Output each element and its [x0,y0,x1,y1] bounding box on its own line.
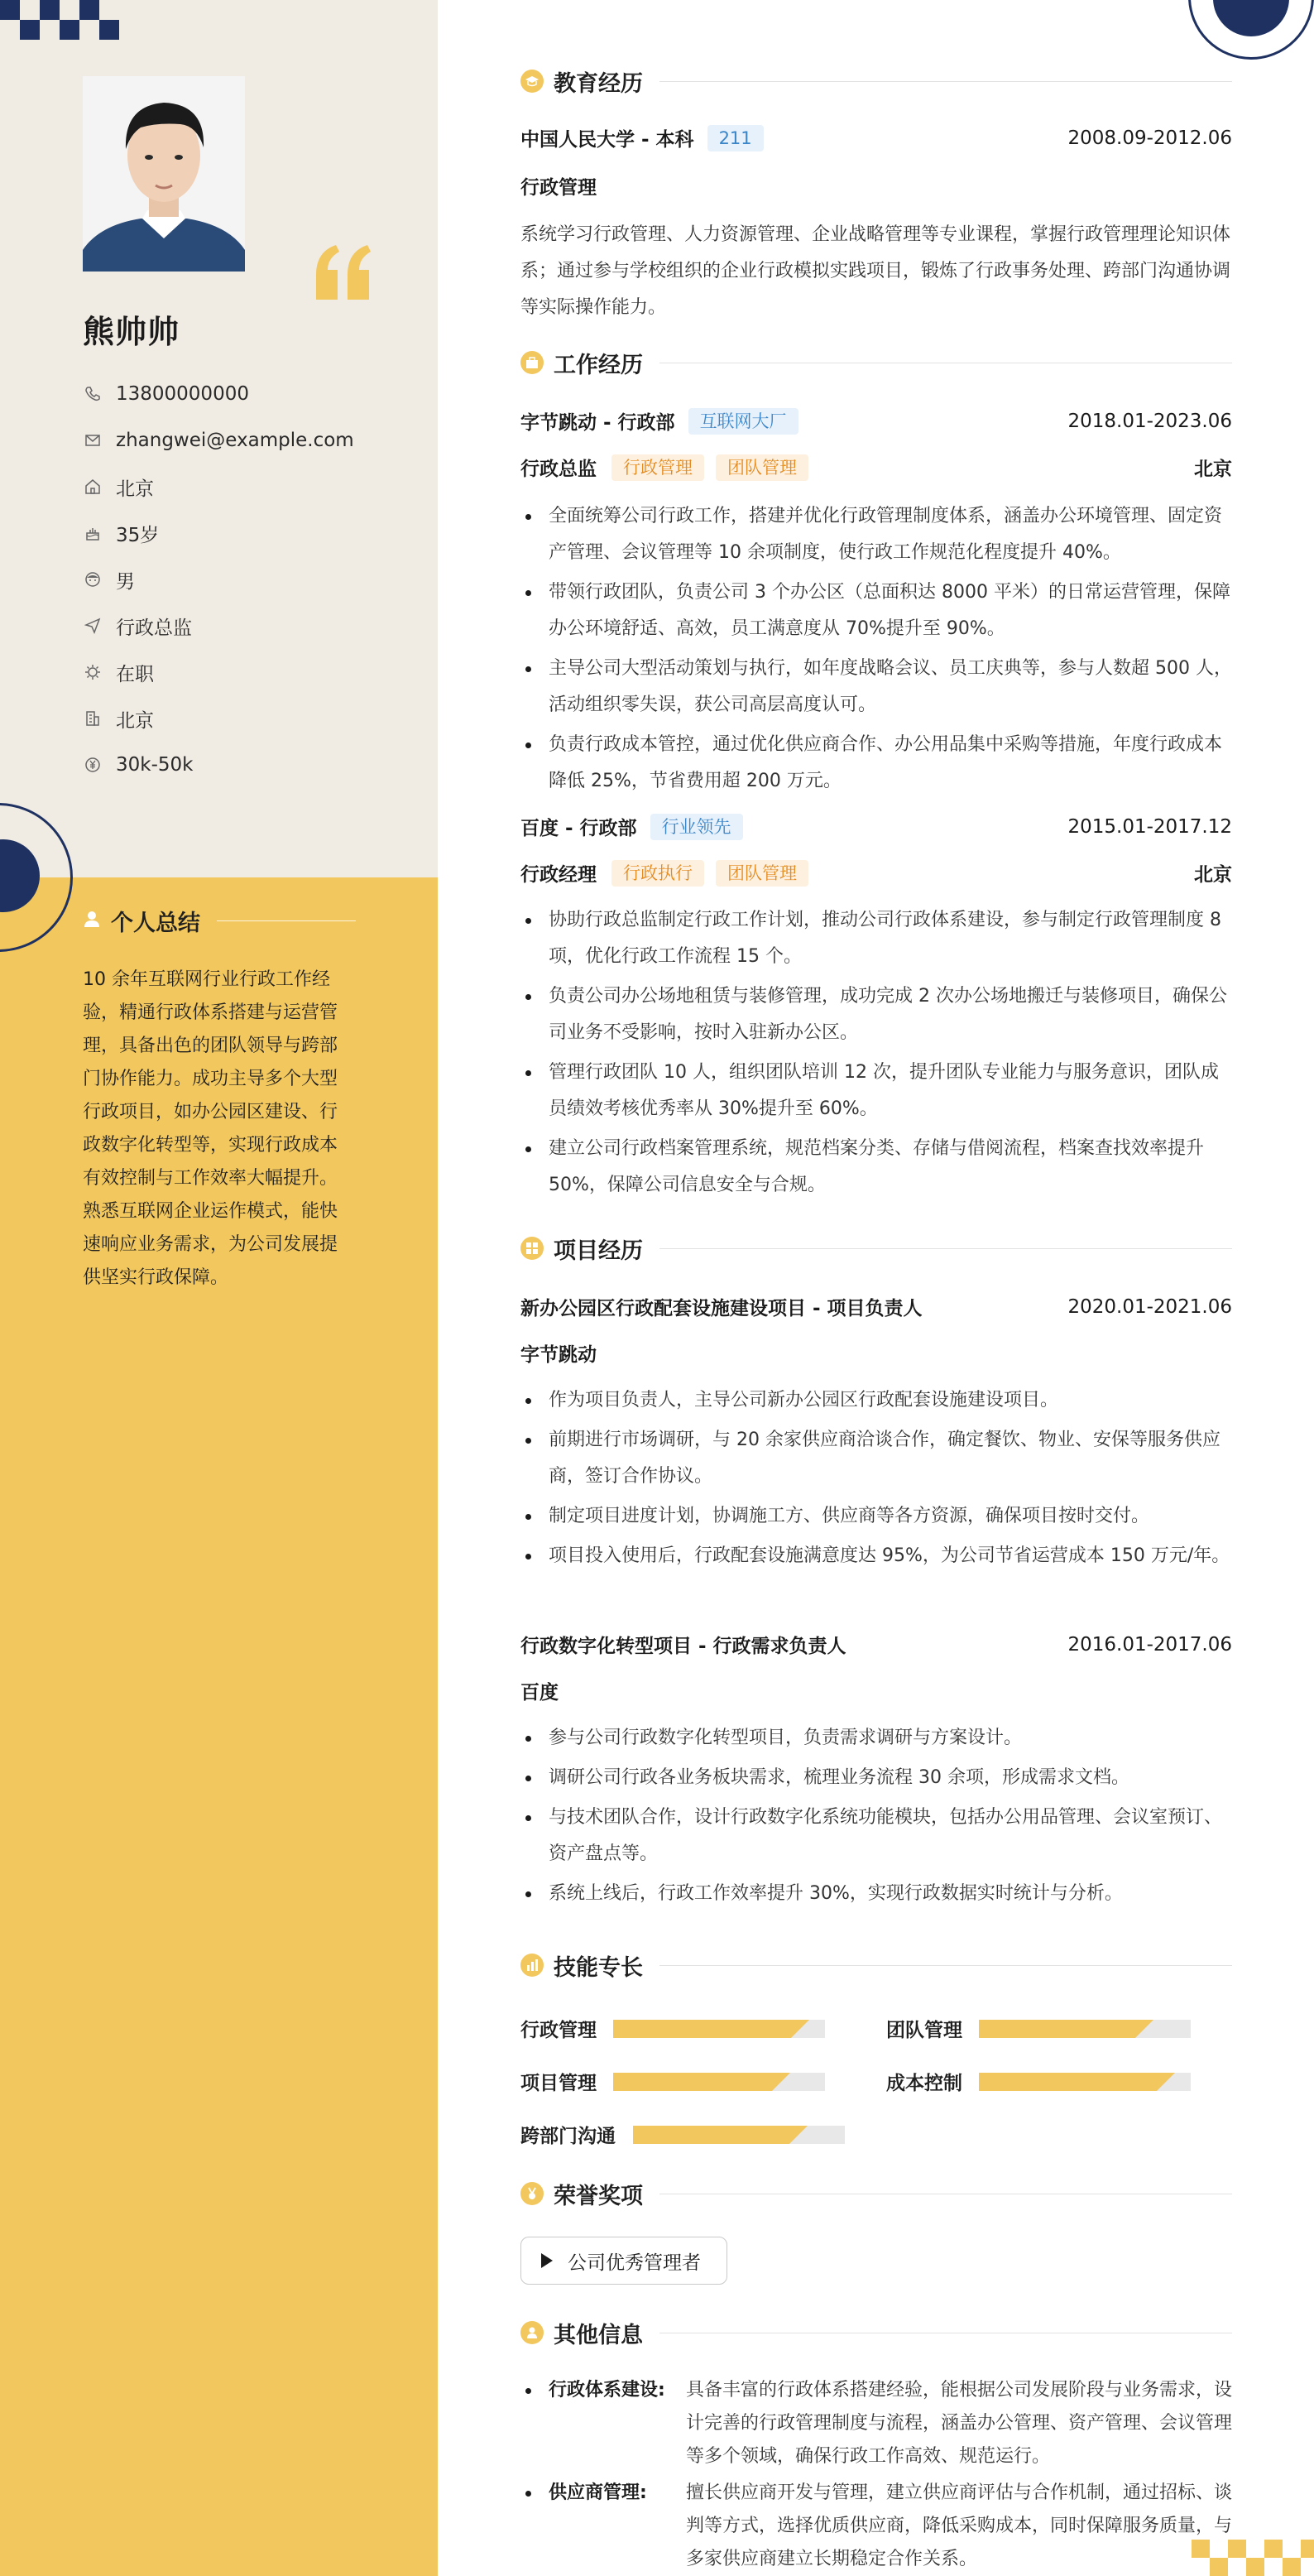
job-2-skill-1: 行政执行 [611,860,704,887]
status-icon [83,662,103,682]
project-2-org-row [520,1677,1232,1704]
skill-bar [633,2126,845,2144]
contact-work-city: 北京 [83,695,430,742]
person-face-icon [83,570,103,589]
school-tag: 211 [707,125,764,151]
job-2-tag: 行业领先 [650,814,743,840]
list-item: 供应商管理: 擅长供应商开发与管理，建立供应商评估与合作机制，通过招标、谈判等方式，选择优质供应商，降低采购成本，同时保障服务质量，与多家供应商建立长期稳定合作关系。 [520,2477,1232,2576]
project-2-bullets [520,1720,1232,1915]
job-2-city: 北京 [1194,864,1232,886]
list-item: 全面统筹公司行政工作，搭建并优化行政管理制度体系，涵盖办公环境管理、固定资产管理、会议管理等 10 余项制度，使行政工作规范化程度提升 40%。 [520,498,1232,571]
education-date: 2008.09-2012.06 [1067,127,1232,149]
summary-title: 个人总结 [111,910,200,936]
list-item: 项目投入使用后，行政配套设施满意度达 95%，为公司节省运营成本 150 万元/年。 [520,1538,1232,1574]
job-1-company: 字节跳动 - 行政部 [520,412,675,434]
skill-0: 行政管理 [520,2015,825,2042]
skill-1: 团队管理 [886,2015,1191,2042]
list-item: 负责行政成本管控，通过优化供应商合作、办公用品集中采购等措施，年度行政成本降低 25%，节省费用超 200 万元。 [520,727,1232,800]
graduation-cap-icon [520,70,544,93]
summary-text: 10 余年互联网行业行政工作经验，精通行政体系搭建与运营管理，具备出色的团队领导与跨部门协作能力。成功主导多个大型行政项目，如办公园区建设、行政数字化转型等，实现行政成本有效控制与工作效率大幅提升。熟悉互联网企业运作模式，能快速响应业务需求，为公司发展提供坚实行政保障。 [83,969,338,1288]
project-2-date: 2016.01-2017.06 [1067,1633,1232,1656]
list-item: 负责公司办公场地租赁与装修管理，成功完成 2 次办公场地搬迁与装修项目，确保公司业务不受影响，按时入驻新办公区。 [520,978,1232,1051]
grid-icon [520,1237,544,1260]
list-item: 建立公司行政档案管理系统，规范档案分类、存储与借阅流程，档案查找效率提升 50%，保障公司信息安全与合规。 [520,1131,1232,1204]
school-name: 中国人民大学 - 本科 [520,129,694,151]
honor-badge: 公司优秀管理者 [520,2237,727,2285]
send-icon [83,616,103,636]
skill-bar [979,2073,1191,2091]
contact-phone: 13800000000 [83,371,430,417]
person-icon [83,910,101,931]
contact-position: 行政总监 [83,603,430,649]
education-description: 系统学习行政管理、人力资源管理、企业战略管理等专业课程，掌握行政管理理论知识体系；通过参与学校组织的企业行政模拟实践项目，锻炼了行政事务处理、跨部门沟通协调等实际操作能力。 [520,224,1231,318]
job-1-city: 北京 [1194,459,1232,480]
avatar [83,76,245,272]
list-item: 主导公司大型活动策划与执行，如年度战略会议、员工庆典等，参与人数超 500 人，活动组织零失误，获公司高层高度认可。 [520,651,1232,723]
project-1-bullets [520,1382,1232,1578]
project-2-name: 行政数字化转型项目 - 行政需求负责人 [520,1636,846,1657]
job-2-role: 行政经理 [520,864,597,886]
user-info-icon [520,2321,544,2344]
job-1-role: 行政总监 [520,459,597,480]
play-icon [541,2253,553,2268]
building-icon [83,709,103,728]
job-1-bullets [520,498,1232,803]
medal-icon [520,2182,544,2205]
project-1-org: 字节跳动 [520,1344,597,1366]
job-1-skill-1: 行政管理 [611,454,704,481]
project-2-org: 百度 [520,1682,559,1704]
briefcase-icon [520,351,544,374]
contact-list [83,371,430,788]
skill-2: 项目管理 [520,2068,825,2095]
job-1-tag: 互联网大厂 [688,408,798,435]
quote-icon [313,242,372,301]
education-header: 教育经历 [520,65,1232,98]
other-header: 其他信息 [520,2316,1232,2349]
list-item: 带领行政团队，负责公司 3 个办公区（总面积达 8000 平米）的日常运营管理，保障办公环境舒适、高效，员工满意度从 70%提升至 90%。 [520,574,1232,647]
job-1-skill-2: 团队管理 [716,454,808,481]
contact-status: 在职 [83,649,430,695]
skill-bar [613,2020,825,2038]
project-2-header [520,1631,1232,1658]
education-major-row [520,172,1232,199]
job-2-skill-2: 团队管理 [716,860,808,887]
candidate-name: 熊帅帅 [83,314,180,350]
other-info-list [520,2374,1232,2576]
phone-icon [83,384,103,404]
skills-header: 技能专长 [520,1949,1232,1982]
job-2-bullets [520,902,1232,1207]
list-item: 调研公司行政各业务板块需求，梳理业务流程 30 余项，形成需求文档。 [520,1760,1232,1796]
education-row [520,124,1232,151]
work-header: 工作经历 [520,346,1232,379]
list-item: 管理行政团队 10 人，组织团队培训 12 次，提升团队专业能力与服务意识，团队成员绩效考核优秀率从 30%提升至 60%。 [520,1055,1232,1127]
list-item: 系统上线后，行政工作效率提升 30%，实现行政数据实时统计与分析。 [520,1876,1232,1912]
skill-3: 成本控制 [886,2068,1191,2095]
list-item: 前期进行市场调研，与 20 余家供应商洽谈合作，确定餐饮、物业、安保等服务供应商，签订合作协议。 [520,1422,1232,1495]
home-icon [83,477,103,497]
cake-icon [83,523,103,543]
contact-email: zhangwei@example.com [83,417,430,464]
list-item: 作为项目负责人，主导公司新办公园区行政配套设施建设项目。 [520,1382,1232,1419]
job-2-company: 百度 - 行政部 [520,818,637,839]
job-2-role-row [520,859,1232,887]
job-2-date: 2015.01-2017.12 [1067,815,1232,838]
contact-age: 35岁 [83,510,430,556]
contact-gender: 男 [83,556,430,603]
list-item: 制定项目进度计划，协调施工方、供应商等各方资源，确保项目按时交付。 [520,1498,1232,1535]
checker-decoration-top-left [0,0,126,40]
list-item: 参与公司行政数字化转型项目，负责需求调研与方案设计。 [520,1720,1232,1757]
list-item: 协助行政总监制定行政工作计划，推动公司行政体系建设，参与制定行政管理制度 8 项，优化行政工作流程 15 个。 [520,902,1232,975]
skill-bar [979,2020,1191,2038]
job-1-date: 2018.01-2023.06 [1067,410,1232,432]
contact-salary: 30k-50k [83,742,430,788]
project-1-header [520,1293,1232,1320]
skill-4: 跨部门沟通 [520,2121,845,2148]
project-1-name: 新办公园区行政配套设施建设项目 - 项目负责人 [520,1298,923,1319]
skill-bar [613,2073,825,2091]
honors-header: 荣誉奖项 [520,2177,1232,2210]
email-icon [83,430,103,450]
job-1-header [520,407,1232,435]
list-item: 行政体系建设: 具备丰富的行政体系搭建经验，能根据公司发展阶段与业务需求，设计完善的行政管理制度与流程，涵盖办公管理、资产管理、会议管理等多个领域，确保行政工作高效、规范运行。 [520,2374,1232,2473]
project-1-date: 2020.01-2021.06 [1067,1295,1232,1318]
projects-header: 项目经历 [520,1232,1232,1265]
job-1-role-row [520,454,1232,481]
project-1-org-row [520,1339,1232,1367]
summary-divider [217,920,356,921]
summary-header [83,904,356,937]
yen-icon [83,755,103,775]
contact-location: 北京 [83,464,430,510]
job-2-header [520,813,1232,840]
list-item: 与技术团队合作，设计行政数字化系统功能模块，包括办公用品管理、会议室预订、资产盘点等。 [520,1800,1232,1872]
education-major: 行政管理 [520,177,597,199]
bar-chart-icon [520,1954,544,1977]
